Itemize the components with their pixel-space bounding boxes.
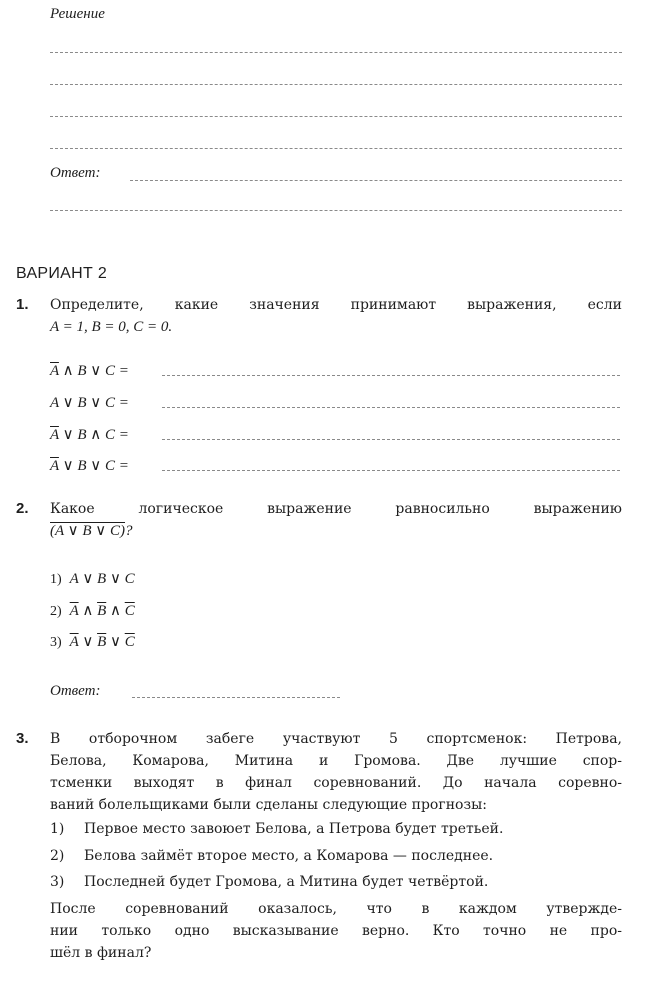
task1-expression [50,455,129,475]
task1-text-line1: Определите, какие значения принимают выражения, если [50,297,622,313]
answer-label: Ответ: [50,165,101,181]
task3-forecast-item [50,845,493,867]
task3-forecast-item [50,871,488,893]
task3-forecast-item [50,818,503,840]
task-number: 1. [16,296,29,313]
negated-variable: $\overline{A}$ [69,603,79,619]
solution-label: Решение [50,6,105,22]
task3-intro-line: Белова, Комарова, Митина и Громова. Две лучшие спор- [50,753,622,769]
writing-line[interactable] [50,148,622,149]
expr-part: ∧ [78,603,98,619]
expr-part: A ∨ B ∨ C = [50,395,129,411]
task2-expr-suffix: ? [125,523,133,539]
task3-outro-line: шёл в финал? [50,945,152,961]
task3-outro-line: нии только одно высказывание верно. Кто точно не про- [50,923,622,939]
expr-part: ∨ B ∨ C = [58,458,129,474]
item-text: Первое место завоюет Белова, а Петрова будет третьей. [84,821,504,837]
option-label: 1) [50,572,62,587]
writing-line[interactable] [50,116,622,117]
task1-expression [50,360,129,380]
answer-line[interactable] [162,439,620,440]
task-number: 3. [16,730,29,747]
negated-variable: $\overline{A}$ [50,427,59,443]
item-label: 3) [50,874,65,890]
item-text: Последней будет Громова, а Митина будет четвёртой. [84,874,489,890]
negated-variable: $\overline{A}$ [50,458,59,474]
task2-answer-label: Ответ: [50,683,101,699]
task1-expression [50,392,129,412]
item-label: 2) [50,848,65,864]
negated-variable: $\overline{A}$ [69,634,79,650]
answer-line[interactable] [132,697,340,698]
task3-intro-line: ваний болельщиками были сделаны следующие прогнозы: [50,797,487,813]
writing-line[interactable] [50,84,622,85]
expr-part: ∧ [106,603,125,619]
expr-part: ∨ [78,634,98,650]
task3-outro-line: После соревнований оказалось, что в каждом утвержде- [50,901,622,917]
task1-conditions: A = 1, B = 0, C = 0. [50,319,173,335]
expr-part: ∧ B ∨ C = [58,363,129,379]
item-text: Белова займёт второе место, а Комарова — последнее. [84,848,494,864]
task3-intro-line: В отборочном забеге участвуют 5 спортсменок: Петрова, [50,731,622,747]
variant-title: ВАРИАНТ 2 [16,265,108,282]
negated-variable: $\overline{C}$ [124,634,135,650]
task2-text-line1: Какое логическое выражение равносильно выражению [50,501,622,517]
task2-expr-main: (A ∨ B ∨ C) [50,523,126,539]
option-label: 3) [50,635,62,650]
answer-line[interactable] [130,180,622,181]
task3-intro-line: тсменки выходят в финал соревнований. До начала соревно- [50,775,622,791]
option-label: 2) [50,604,62,619]
task2-option [50,600,135,620]
writing-line[interactable] [50,210,622,211]
negated-variable: $\overline{B}$ [97,603,107,619]
negated-variable: $\overline{B}$ [97,634,107,650]
answer-line[interactable] [162,470,620,471]
task2-expression [50,520,133,540]
answer-line[interactable] [162,375,620,376]
negated-variable: $\overline{A}$ [50,363,59,379]
answer-line[interactable] [162,407,620,408]
task1-text-line2 [50,316,172,338]
task2-option [50,568,135,588]
negated-variable: $\overline{C}$ [124,603,135,619]
expr-part: ∨ B ∧ C = [58,427,129,443]
expr-part: ∨ [106,634,125,650]
item-label: 1) [50,821,65,837]
task1-expression [50,424,129,444]
expr-part: A ∨ B ∨ C [69,571,135,587]
task-number: 2. [16,500,29,517]
task2-option [50,631,135,651]
writing-line[interactable] [50,52,622,53]
